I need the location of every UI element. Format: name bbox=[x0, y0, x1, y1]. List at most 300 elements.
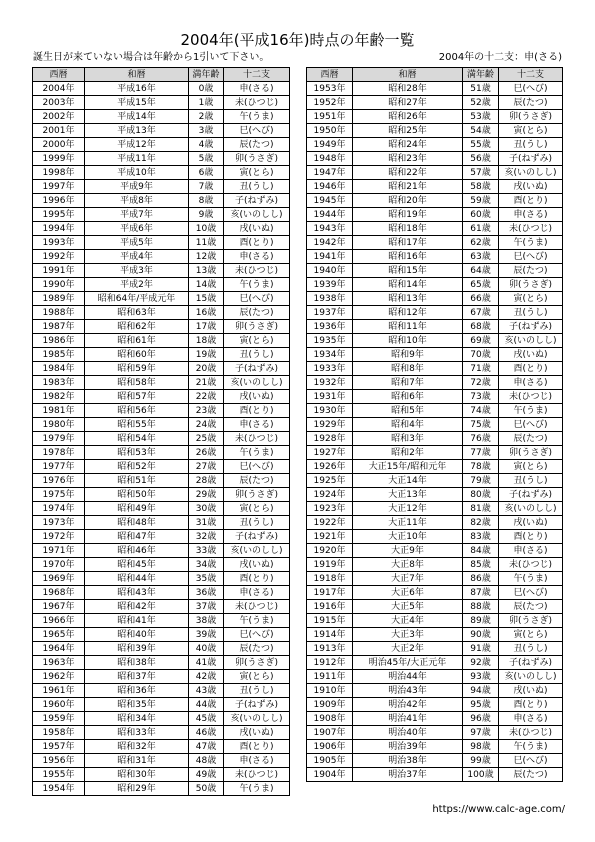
cell-wareki: 大正9年 bbox=[353, 544, 463, 558]
cell-eto: 亥(いのしし) bbox=[499, 334, 563, 348]
cell-age: 86歳 bbox=[463, 572, 499, 586]
cell-eto: 寅(とら) bbox=[499, 124, 563, 138]
cell-age: 68歳 bbox=[463, 320, 499, 334]
cell-eto: 戌(いぬ) bbox=[499, 516, 563, 530]
table-body-left bbox=[33, 82, 290, 796]
cell-seireki: 1960年 bbox=[33, 698, 85, 712]
cell-age: 32歳 bbox=[189, 530, 224, 544]
table-row bbox=[33, 348, 290, 362]
table-row bbox=[307, 754, 563, 768]
cell-age: 87歳 bbox=[463, 586, 499, 600]
cell-eto: 午(うま) bbox=[499, 740, 563, 754]
cell-seireki: 1957年 bbox=[33, 740, 85, 754]
table-row bbox=[307, 334, 563, 348]
cell-wareki: 平成16年 bbox=[85, 82, 189, 96]
cell-eto: 申(さる) bbox=[224, 586, 290, 600]
cell-eto: 未(ひつじ) bbox=[224, 96, 290, 110]
cell-seireki: 1978年 bbox=[33, 446, 85, 460]
cell-seireki: 1966年 bbox=[33, 614, 85, 628]
cell-seireki: 1971年 bbox=[33, 544, 85, 558]
cell-eto: 未(ひつじ) bbox=[499, 222, 563, 236]
cell-seireki: 1988年 bbox=[33, 306, 85, 320]
table-row bbox=[33, 432, 290, 446]
table-row bbox=[33, 600, 290, 614]
cell-eto: 卯(うさぎ) bbox=[499, 446, 563, 460]
cell-wareki: 昭和38年 bbox=[85, 656, 189, 670]
table-row bbox=[307, 138, 563, 152]
cell-wareki: 昭和23年 bbox=[353, 152, 463, 166]
cell-eto: 辰(たつ) bbox=[499, 96, 563, 110]
cell-age: 97歳 bbox=[463, 726, 499, 740]
cell-age: 74歳 bbox=[463, 404, 499, 418]
cell-eto: 未(ひつじ) bbox=[224, 432, 290, 446]
cell-eto: 巳(へび) bbox=[224, 292, 290, 306]
cell-wareki: 大正13年 bbox=[353, 488, 463, 502]
cell-eto: 申(さる) bbox=[224, 418, 290, 432]
cell-wareki: 昭和59年 bbox=[85, 362, 189, 376]
cell-wareki: 大正7年 bbox=[353, 572, 463, 586]
cell-eto: 未(ひつじ) bbox=[224, 768, 290, 782]
cell-seireki: 1942年 bbox=[307, 236, 353, 250]
cell-eto: 丑(うし) bbox=[224, 684, 290, 698]
cell-wareki: 大正12年 bbox=[353, 502, 463, 516]
cell-wareki: 昭和28年 bbox=[353, 82, 463, 96]
cell-age: 22歳 bbox=[189, 390, 224, 404]
cell-seireki: 1965年 bbox=[33, 628, 85, 642]
cell-wareki: 平成4年 bbox=[85, 250, 189, 264]
cell-seireki: 1904年 bbox=[307, 768, 353, 782]
cell-age: 54歳 bbox=[463, 124, 499, 138]
cell-eto: 巳(へび) bbox=[499, 82, 563, 96]
cell-seireki: 2000年 bbox=[33, 138, 85, 152]
table-row bbox=[307, 474, 563, 488]
cell-age: 91歳 bbox=[463, 642, 499, 656]
cell-seireki: 1956年 bbox=[33, 754, 85, 768]
cell-seireki: 2002年 bbox=[33, 110, 85, 124]
cell-eto: 午(うま) bbox=[499, 572, 563, 586]
cell-seireki: 1970年 bbox=[33, 558, 85, 572]
cell-wareki: 昭和24年 bbox=[353, 138, 463, 152]
table-row bbox=[307, 194, 563, 208]
cell-wareki: 昭和39年 bbox=[85, 642, 189, 656]
table-row bbox=[307, 166, 563, 180]
cell-wareki: 平成10年 bbox=[85, 166, 189, 180]
cell-seireki: 1908年 bbox=[307, 712, 353, 726]
cell-age: 78歳 bbox=[463, 460, 499, 474]
cell-age: 57歳 bbox=[463, 166, 499, 180]
cell-age: 69歳 bbox=[463, 334, 499, 348]
cell-wareki: 平成14年 bbox=[85, 110, 189, 124]
cell-wareki: 昭和21年 bbox=[353, 180, 463, 194]
cell-age: 6歳 bbox=[189, 166, 224, 180]
cell-age: 43歳 bbox=[189, 684, 224, 698]
table-row bbox=[307, 418, 563, 432]
table-row bbox=[307, 250, 563, 264]
cell-seireki: 1923年 bbox=[307, 502, 353, 516]
cell-eto: 未(ひつじ) bbox=[499, 558, 563, 572]
cell-seireki: 1979年 bbox=[33, 432, 85, 446]
cell-wareki: 昭和5年 bbox=[353, 404, 463, 418]
cell-seireki: 1926年 bbox=[307, 460, 353, 474]
cell-wareki: 平成13年 bbox=[85, 124, 189, 138]
cell-wareki: 昭和53年 bbox=[85, 446, 189, 460]
table-row bbox=[33, 656, 290, 670]
cell-wareki: 大正15年/昭和元年 bbox=[353, 460, 463, 474]
table-row bbox=[307, 642, 563, 656]
cell-age: 81歳 bbox=[463, 502, 499, 516]
cell-eto: 辰(たつ) bbox=[499, 432, 563, 446]
header-seireki: 西暦 bbox=[33, 68, 85, 82]
table-row bbox=[33, 208, 290, 222]
table-row bbox=[307, 460, 563, 474]
cell-seireki: 1967年 bbox=[33, 600, 85, 614]
cell-wareki: 大正3年 bbox=[353, 628, 463, 642]
cell-eto: 辰(たつ) bbox=[499, 600, 563, 614]
table-row bbox=[307, 306, 563, 320]
cell-wareki: 昭和11年 bbox=[353, 320, 463, 334]
cell-eto: 戌(いぬ) bbox=[224, 390, 290, 404]
cell-age: 92歳 bbox=[463, 656, 499, 670]
cell-age: 55歳 bbox=[463, 138, 499, 152]
cell-eto: 丑(うし) bbox=[499, 642, 563, 656]
table-row bbox=[33, 362, 290, 376]
cell-wareki: 大正10年 bbox=[353, 530, 463, 544]
table-row bbox=[307, 320, 563, 334]
cell-eto: 午(うま) bbox=[224, 782, 290, 796]
cell-wareki: 昭和47年 bbox=[85, 530, 189, 544]
cell-eto: 亥(いのしし) bbox=[499, 670, 563, 684]
table-row bbox=[33, 726, 290, 740]
cell-wareki: 平成2年 bbox=[85, 278, 189, 292]
cell-eto: 卯(うさぎ) bbox=[224, 656, 290, 670]
cell-age: 73歳 bbox=[463, 390, 499, 404]
cell-seireki: 1974年 bbox=[33, 502, 85, 516]
table-row bbox=[307, 152, 563, 166]
cell-seireki: 1917年 bbox=[307, 586, 353, 600]
cell-age: 84歳 bbox=[463, 544, 499, 558]
table-row bbox=[307, 572, 563, 586]
cell-wareki: 昭和15年 bbox=[353, 264, 463, 278]
cell-wareki: 大正5年 bbox=[353, 600, 463, 614]
cell-wareki: 昭和63年 bbox=[85, 306, 189, 320]
cell-seireki: 1934年 bbox=[307, 348, 353, 362]
cell-age: 3歳 bbox=[189, 124, 224, 138]
cell-eto: 午(うま) bbox=[499, 404, 563, 418]
header-age: 満年齢 bbox=[189, 68, 224, 82]
cell-age: 26歳 bbox=[189, 446, 224, 460]
cell-wareki: 昭和18年 bbox=[353, 222, 463, 236]
table-row bbox=[307, 600, 563, 614]
cell-age: 79歳 bbox=[463, 474, 499, 488]
table-row bbox=[307, 488, 563, 502]
cell-eto: 卯(うさぎ) bbox=[224, 320, 290, 334]
cell-eto: 寅(とら) bbox=[499, 292, 563, 306]
cell-age: 19歳 bbox=[189, 348, 224, 362]
cell-eto: 亥(いのしし) bbox=[499, 166, 563, 180]
cell-age: 4歳 bbox=[189, 138, 224, 152]
cell-age: 0歳 bbox=[189, 82, 224, 96]
cell-seireki: 1914年 bbox=[307, 628, 353, 642]
cell-eto: 申(さる) bbox=[499, 712, 563, 726]
cell-seireki: 1940年 bbox=[307, 264, 353, 278]
cell-seireki: 1952年 bbox=[307, 96, 353, 110]
table-row bbox=[307, 544, 563, 558]
table-row bbox=[33, 110, 290, 124]
cell-age: 85歳 bbox=[463, 558, 499, 572]
cell-seireki: 1913年 bbox=[307, 642, 353, 656]
table-row bbox=[33, 446, 290, 460]
cell-age: 47歳 bbox=[189, 740, 224, 754]
cell-wareki: 昭和60年 bbox=[85, 348, 189, 362]
cell-age: 36歳 bbox=[189, 586, 224, 600]
cell-eto: 子(ねずみ) bbox=[499, 320, 563, 334]
cell-eto: 卯(うさぎ) bbox=[224, 152, 290, 166]
cell-seireki: 1976年 bbox=[33, 474, 85, 488]
cell-eto: 酉(とり) bbox=[499, 698, 563, 712]
table-row bbox=[33, 194, 290, 208]
table-row bbox=[33, 418, 290, 432]
cell-age: 83歳 bbox=[463, 530, 499, 544]
cell-eto: 子(ねずみ) bbox=[499, 656, 563, 670]
table-row bbox=[33, 684, 290, 698]
table-row bbox=[33, 180, 290, 194]
cell-eto: 寅(とら) bbox=[499, 460, 563, 474]
cell-wareki: 昭和8年 bbox=[353, 362, 463, 376]
cell-wareki: 昭和20年 bbox=[353, 194, 463, 208]
cell-eto: 戌(いぬ) bbox=[224, 222, 290, 236]
cell-seireki: 1982年 bbox=[33, 390, 85, 404]
cell-age: 50歳 bbox=[189, 782, 224, 796]
cell-eto: 酉(とり) bbox=[224, 572, 290, 586]
cell-seireki: 1910年 bbox=[307, 684, 353, 698]
cell-eto: 寅(とら) bbox=[224, 670, 290, 684]
cell-eto: 寅(とら) bbox=[499, 628, 563, 642]
cell-seireki: 1984年 bbox=[33, 362, 85, 376]
cell-seireki: 1947年 bbox=[307, 166, 353, 180]
cell-seireki: 1992年 bbox=[33, 250, 85, 264]
table-row bbox=[307, 768, 563, 782]
table-row bbox=[33, 236, 290, 250]
cell-seireki: 1986年 bbox=[33, 334, 85, 348]
cell-seireki: 1905年 bbox=[307, 754, 353, 768]
cell-age: 59歳 bbox=[463, 194, 499, 208]
cell-seireki: 1995年 bbox=[33, 208, 85, 222]
cell-wareki: 平成11年 bbox=[85, 152, 189, 166]
cell-wareki: 明治40年 bbox=[353, 726, 463, 740]
cell-seireki: 1928年 bbox=[307, 432, 353, 446]
cell-age: 63歳 bbox=[463, 250, 499, 264]
cell-eto: 申(さる) bbox=[224, 250, 290, 264]
cell-age: 70歳 bbox=[463, 348, 499, 362]
cell-age: 62歳 bbox=[463, 236, 499, 250]
cell-wareki: 大正14年 bbox=[353, 474, 463, 488]
table-row bbox=[307, 698, 563, 712]
table-row bbox=[33, 782, 290, 796]
cell-seireki: 1954年 bbox=[33, 782, 85, 796]
cell-seireki: 1918年 bbox=[307, 572, 353, 586]
cell-seireki: 1990年 bbox=[33, 278, 85, 292]
table-row bbox=[307, 628, 563, 642]
cell-eto: 辰(たつ) bbox=[224, 306, 290, 320]
cell-age: 98歳 bbox=[463, 740, 499, 754]
cell-age: 38歳 bbox=[189, 614, 224, 628]
table-row bbox=[33, 166, 290, 180]
cell-age: 45歳 bbox=[189, 712, 224, 726]
cell-eto: 申(さる) bbox=[499, 208, 563, 222]
zodiac-note: 2004年の十二支：申(さる) bbox=[438, 52, 562, 63]
cell-eto: 申(さる) bbox=[499, 544, 563, 558]
cell-age: 25歳 bbox=[189, 432, 224, 446]
cell-seireki: 1963年 bbox=[33, 656, 85, 670]
cell-eto: 亥(いのしし) bbox=[224, 208, 290, 222]
cell-age: 2歳 bbox=[189, 110, 224, 124]
cell-age: 14歳 bbox=[189, 278, 224, 292]
cell-eto: 亥(いのしし) bbox=[224, 712, 290, 726]
table-row bbox=[307, 670, 563, 684]
table-row bbox=[33, 628, 290, 642]
cell-eto: 子(ねずみ) bbox=[224, 362, 290, 376]
cell-age: 28歳 bbox=[189, 474, 224, 488]
cell-wareki: 明治42年 bbox=[353, 698, 463, 712]
cell-age: 100歳 bbox=[463, 768, 499, 782]
cell-age: 80歳 bbox=[463, 488, 499, 502]
table-row bbox=[33, 222, 290, 236]
cell-seireki: 1993年 bbox=[33, 236, 85, 250]
cell-seireki: 1968年 bbox=[33, 586, 85, 600]
cell-seireki: 1922年 bbox=[307, 516, 353, 530]
cell-seireki: 1973年 bbox=[33, 516, 85, 530]
cell-age: 93歳 bbox=[463, 670, 499, 684]
cell-eto: 申(さる) bbox=[499, 376, 563, 390]
cell-age: 37歳 bbox=[189, 600, 224, 614]
cell-eto: 丑(うし) bbox=[224, 516, 290, 530]
cell-seireki: 1925年 bbox=[307, 474, 353, 488]
cell-seireki: 1911年 bbox=[307, 670, 353, 684]
cell-age: 65歳 bbox=[463, 278, 499, 292]
cell-age: 44歳 bbox=[189, 698, 224, 712]
cell-wareki: 昭和49年 bbox=[85, 502, 189, 516]
cell-eto: 午(うま) bbox=[499, 236, 563, 250]
cell-eto: 子(ねずみ) bbox=[499, 152, 563, 166]
cell-age: 76歳 bbox=[463, 432, 499, 446]
cell-seireki: 1955年 bbox=[33, 768, 85, 782]
table-row bbox=[307, 432, 563, 446]
cell-age: 9歳 bbox=[189, 208, 224, 222]
table-header-row bbox=[33, 68, 290, 82]
table-row bbox=[307, 362, 563, 376]
cell-eto: 亥(いのしし) bbox=[499, 502, 563, 516]
table-row bbox=[307, 208, 563, 222]
cell-seireki: 1975年 bbox=[33, 488, 85, 502]
table-row bbox=[307, 124, 563, 138]
cell-seireki: 1969年 bbox=[33, 572, 85, 586]
cell-age: 61歳 bbox=[463, 222, 499, 236]
cell-seireki: 1945年 bbox=[307, 194, 353, 208]
cell-age: 33歳 bbox=[189, 544, 224, 558]
cell-age: 15歳 bbox=[189, 292, 224, 306]
cell-wareki: 昭和55年 bbox=[85, 418, 189, 432]
cell-age: 39歳 bbox=[189, 628, 224, 642]
age-table-right bbox=[306, 67, 563, 782]
cell-age: 35歳 bbox=[189, 572, 224, 586]
cell-seireki: 1996年 bbox=[33, 194, 85, 208]
table-row bbox=[33, 754, 290, 768]
cell-wareki: 昭和32年 bbox=[85, 740, 189, 754]
cell-age: 58歳 bbox=[463, 180, 499, 194]
cell-eto: 未(ひつじ) bbox=[224, 600, 290, 614]
cell-wareki: 平成8年 bbox=[85, 194, 189, 208]
cell-eto: 卯(うさぎ) bbox=[499, 278, 563, 292]
cell-eto: 巳(へび) bbox=[224, 124, 290, 138]
cell-seireki: 1909年 bbox=[307, 698, 353, 712]
cell-seireki: 1938年 bbox=[307, 292, 353, 306]
cell-wareki: 昭和37年 bbox=[85, 670, 189, 684]
cell-age: 49歳 bbox=[189, 768, 224, 782]
cell-age: 16歳 bbox=[189, 306, 224, 320]
cell-age: 77歳 bbox=[463, 446, 499, 460]
table-row bbox=[307, 110, 563, 124]
cell-eto: 酉(とり) bbox=[224, 740, 290, 754]
cell-eto: 戌(いぬ) bbox=[224, 558, 290, 572]
table-row bbox=[307, 530, 563, 544]
cell-wareki: 昭和29年 bbox=[85, 782, 189, 796]
cell-wareki: 平成6年 bbox=[85, 222, 189, 236]
table-row bbox=[33, 614, 290, 628]
cell-age: 72歳 bbox=[463, 376, 499, 390]
cell-eto: 卯(うさぎ) bbox=[499, 110, 563, 124]
table-row bbox=[33, 96, 290, 110]
cell-wareki: 昭和19年 bbox=[353, 208, 463, 222]
cell-wareki: 大正8年 bbox=[353, 558, 463, 572]
table-row bbox=[307, 614, 563, 628]
cell-wareki: 昭和48年 bbox=[85, 516, 189, 530]
cell-seireki: 1948年 bbox=[307, 152, 353, 166]
birthday-note: 誕生日が来ていない場合は年齢から1引いて下さい。 bbox=[33, 52, 270, 63]
cell-age: 60歳 bbox=[463, 208, 499, 222]
cell-wareki: 明治39年 bbox=[353, 740, 463, 754]
cell-wareki: 昭和45年 bbox=[85, 558, 189, 572]
cell-eto: 子(ねずみ) bbox=[224, 698, 290, 712]
cell-age: 20歳 bbox=[189, 362, 224, 376]
cell-seireki: 1998年 bbox=[33, 166, 85, 180]
cell-wareki: 明治43年 bbox=[353, 684, 463, 698]
table-row bbox=[33, 138, 290, 152]
cell-seireki: 1943年 bbox=[307, 222, 353, 236]
cell-eto: 巳(へび) bbox=[224, 460, 290, 474]
table-row bbox=[33, 558, 290, 572]
cell-seireki: 1944年 bbox=[307, 208, 353, 222]
header-eto: 十二支 bbox=[224, 68, 290, 82]
cell-wareki: 明治44年 bbox=[353, 670, 463, 684]
cell-eto: 申(さる) bbox=[224, 82, 290, 96]
table-row bbox=[33, 502, 290, 516]
table-row bbox=[33, 474, 290, 488]
cell-eto: 丑(うし) bbox=[224, 180, 290, 194]
cell-wareki: 昭和14年 bbox=[353, 278, 463, 292]
table-row bbox=[33, 404, 290, 418]
cell-wareki: 昭和17年 bbox=[353, 236, 463, 250]
cell-seireki: 1919年 bbox=[307, 558, 353, 572]
cell-wareki: 昭和54年 bbox=[85, 432, 189, 446]
header-wareki: 和暦 bbox=[353, 68, 463, 82]
footer-url: https://www.calc-age.com/ bbox=[432, 804, 565, 815]
table-row bbox=[33, 390, 290, 404]
cell-wareki: 平成3年 bbox=[85, 264, 189, 278]
cell-age: 18歳 bbox=[189, 334, 224, 348]
cell-wareki: 昭和22年 bbox=[353, 166, 463, 180]
cell-age: 71歳 bbox=[463, 362, 499, 376]
cell-wareki: 平成15年 bbox=[85, 96, 189, 110]
